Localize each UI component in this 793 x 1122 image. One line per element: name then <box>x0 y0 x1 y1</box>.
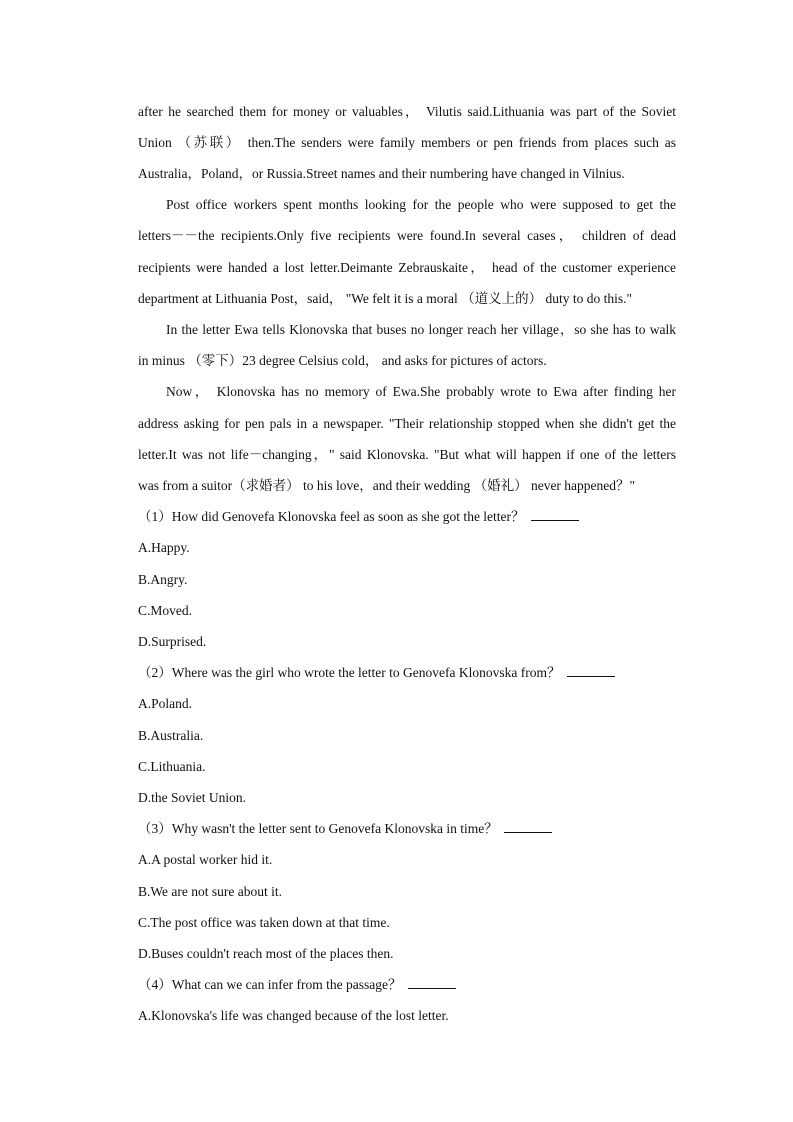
passage-line: recipients were handed a lost letter.Deimante Zebrauskaite， head of the customer experience <box>138 260 676 275</box>
passage-line: Union （苏联） then.The senders were family members or pen friends from places such as <box>138 135 676 150</box>
question-stem <box>138 663 676 683</box>
passage-line: Now， Klonovska has no memory of Ewa.She probably wrote to Ewa after finding her <box>166 384 676 399</box>
question-text: （1）How did Genovefa Klonovska feel as soon as she got the letter？ <box>138 509 525 524</box>
option: A.Poland. <box>138 696 192 711</box>
passage-line: letters－－the recipients.Only five recipients were found.In several cases， children of dead <box>138 228 676 243</box>
option: A.A postal worker hid it. <box>138 852 273 867</box>
option: C.The post office was taken down at that time. <box>138 915 390 930</box>
option: C.Lithuania. <box>138 759 206 774</box>
answer-blank <box>408 987 456 989</box>
option: B.We are not sure about it. <box>138 884 282 899</box>
answer-blank <box>567 675 615 677</box>
question-stem <box>138 507 676 527</box>
passage-line: in minus （零下）23 degree Celsius cold， and asks for pictures of actors. <box>138 353 547 368</box>
option: D.Buses couldn't reach most of the places then. <box>138 946 394 961</box>
answer-blank <box>531 519 579 521</box>
answer-blank <box>504 831 552 833</box>
question-text: （3）Why wasn't the letter sent to Genovefa Klonovska in time？ <box>138 821 498 836</box>
option: A.Klonovska's life was changed because of the lost letter. <box>138 1008 449 1023</box>
option: C.Moved. <box>138 603 192 618</box>
passage-line: address asking for pen pals in a newspaper. "Their relationship stopped when she didn't get the <box>138 416 676 431</box>
option: D.the Soviet Union. <box>138 790 246 805</box>
option: A.Happy. <box>138 540 190 555</box>
option: B.Australia. <box>138 728 204 743</box>
passage-line: Post office workers spent months looking for the people who were supposed to get the <box>166 197 676 212</box>
passage-line: was from a suitor（求婚者） to his love，and their wedding （婚礼） never happened？" <box>138 478 636 493</box>
question-text: （2）Where was the girl who wrote the letter to Genovefa Klonovska from？ <box>138 665 561 680</box>
question-stem <box>138 975 676 995</box>
question-text: （4）What can we can infer from the passage？ <box>138 977 402 992</box>
option: D.Surprised. <box>138 634 207 649</box>
question-stem <box>138 819 676 839</box>
option: B.Angry. <box>138 572 188 587</box>
passage-line: department at Lithuania Post，said， "We felt it is a moral （道义上的） duty to do this." <box>138 291 632 306</box>
passage-line: after he searched them for money or valuables， Vilutis said.Lithuania was part of the Soviet <box>138 104 676 119</box>
passage-line: In the letter Ewa tells Klonovska that buses no longer reach her village，so she has to walk <box>166 322 676 337</box>
passage-line: letter.It was not life－changing，" said Klonovska. "But what will happen if one of the letters <box>138 447 676 462</box>
passage-line: Australia，Poland，or Russia.Street names and their numbering have changed in Vilnius. <box>138 166 625 181</box>
